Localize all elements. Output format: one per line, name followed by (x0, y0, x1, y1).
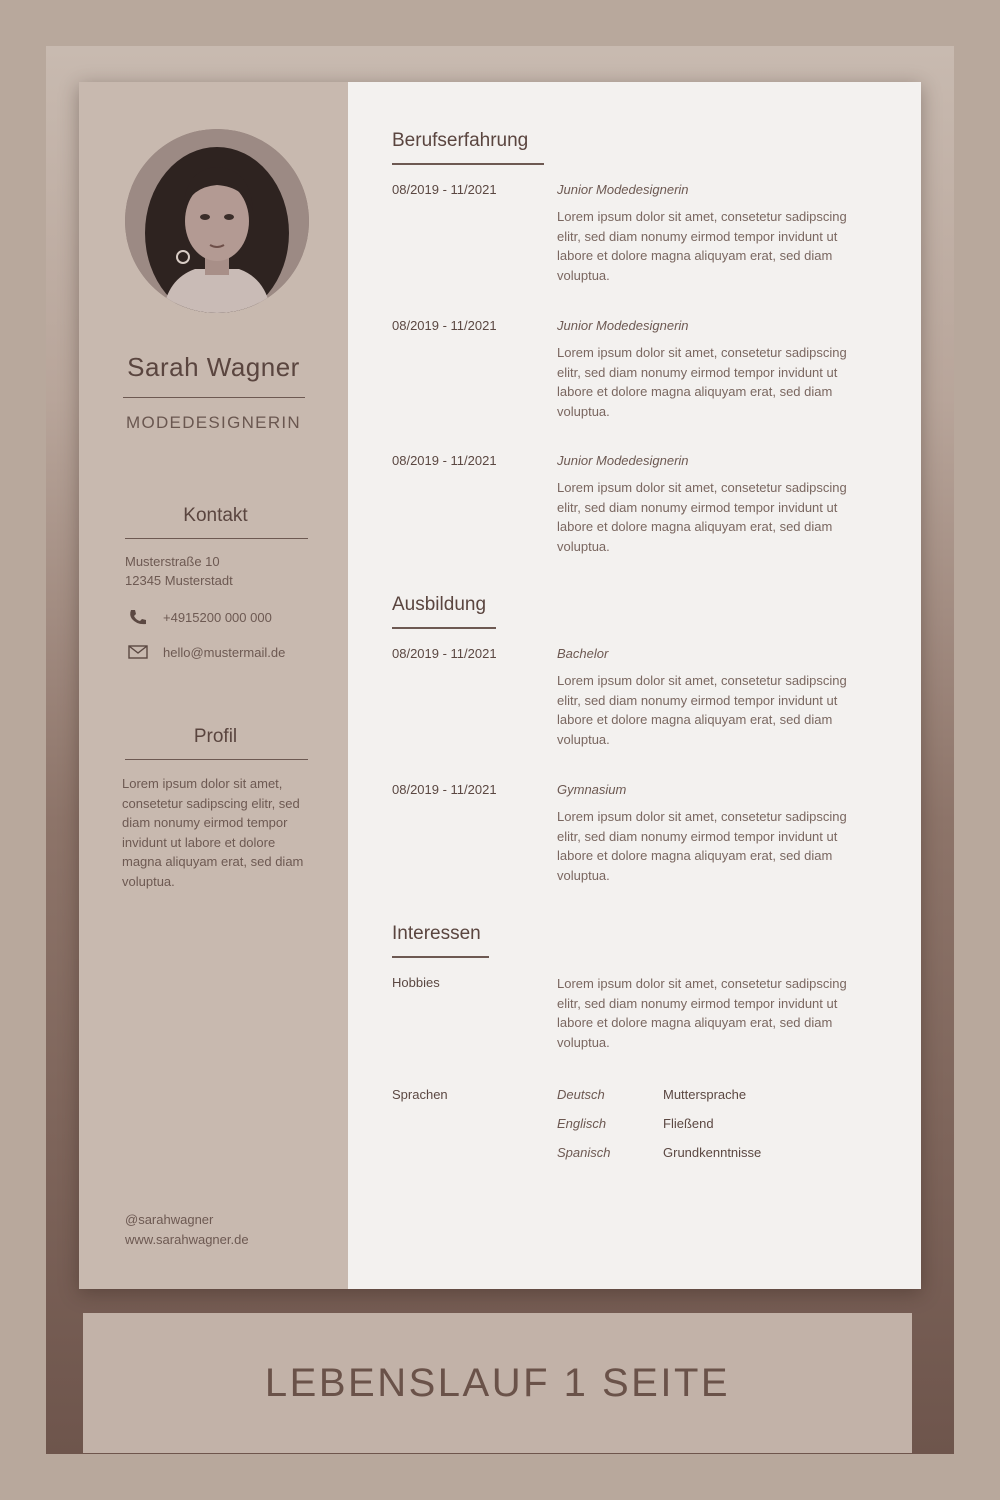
social-handle[interactable]: @sarahwagner (125, 1212, 214, 1227)
education-degree: Bachelor (557, 646, 609, 661)
resume-page (79, 82, 921, 1289)
language-level: Fließend (663, 1116, 714, 1131)
experience-description: Lorem ipsum dolor sit amet, consetetur sadipscing elitr, sed diam nonumy eirmod tempor invidunt ut labore et dolore magna aliquyam erat, sed diam voluptua. (557, 480, 847, 554)
banner (83, 1313, 912, 1453)
experience-role: Junior Modedesignerin (557, 453, 689, 468)
language-name: Englisch (557, 1116, 607, 1131)
contact-phone-row (127, 608, 272, 626)
experience-date: 08/2019 - 11/2021 (392, 182, 497, 197)
hobbies-text: Lorem ipsum dolor sit amet, consetetur sadipscing elitr, sed diam nonumy eirmod tempor invidunt ut labore et dolore magna aliquyam erat, sed diam voluptua. (557, 976, 847, 1050)
language-name: Spanisch (557, 1145, 611, 1160)
profile-divider (125, 759, 308, 760)
education-description: Lorem ipsum dolor sit amet, consetetur sadipscing elitr, sed diam nonumy eirmod tempor invidunt ut labore et dolore magna aliquyam erat, sed diam voluptua. (557, 809, 847, 883)
education-date: 08/2019 - 11/2021 (392, 646, 497, 661)
education-divider (392, 627, 496, 629)
experience-divider (392, 163, 544, 165)
education-description: Lorem ipsum dolor sit amet, consetetur sadipscing elitr, sed diam nonumy eirmod tempor invidunt ut labore et dolore magna aliquyam erat, sed diam voluptua. (557, 673, 847, 747)
contact-divider (125, 538, 308, 539)
experience-description: Lorem ipsum dolor sit amet, consetetur sadipscing elitr, sed diam nonumy eirmod tempor invidunt ut labore et dolore magna aliquyam erat, sed diam voluptua. (557, 345, 847, 419)
languages-label: Sprachen (392, 1087, 448, 1102)
social-block (125, 1210, 249, 1249)
hobbies-label: Hobbies (392, 975, 440, 990)
contact-email[interactable]: hello@mustermail.de (163, 644, 286, 660)
main-column (348, 82, 921, 1289)
profile-text: Lorem ipsum dolor sit amet, consetetur sadipscing elitr, sed diam nonumy eirmod tempor invidunt ut labore et dolore magna aliquyam erat, sed diam voluptua. (122, 776, 304, 889)
experience-date: 08/2019 - 11/2021 (392, 318, 497, 333)
social-website[interactable]: www.sarahwagner.de (125, 1231, 249, 1247)
banner-title: LEBENSLAUF 1 SEITE (264, 1360, 731, 1405)
contact-street: Musterstraße 10 (125, 554, 220, 569)
sidebar (79, 82, 348, 1289)
profile-heading: Profil (193, 726, 238, 747)
contact-email-row (127, 643, 285, 661)
language-name: Deutsch (557, 1087, 605, 1102)
interests-heading: Interessen (392, 923, 481, 944)
experience-description: Lorem ipsum dolor sit amet, consetetur sadipscing elitr, sed diam nonumy eirmod tempor invidunt ut labore et dolore magna aliquyam erat, sed diam voluptua. (557, 209, 847, 283)
education-heading: Ausbildung (392, 594, 487, 615)
contact-heading: Kontakt (183, 505, 248, 526)
person-name: Sarah Wagner (127, 352, 300, 382)
portrait-illustration (125, 129, 309, 313)
experience-date: 08/2019 - 11/2021 (392, 453, 497, 468)
experience-heading: Berufserfahrung (392, 130, 529, 151)
language-level: Muttersprache (663, 1087, 747, 1102)
education-date: 08/2019 - 11/2021 (392, 782, 497, 797)
contact-phone[interactable]: +4915200 000 000 (163, 609, 272, 625)
name-divider (123, 397, 305, 398)
interests-divider (392, 956, 489, 958)
phone-icon (127, 608, 149, 626)
experience-role: Junior Modedesignerin (557, 182, 689, 197)
language-level: Grundkenntnisse (663, 1145, 762, 1160)
experience-role: Junior Modedesignerin (557, 318, 689, 333)
education-degree: Gymnasium (557, 782, 627, 797)
contact-city: 12345 Musterstadt (125, 573, 233, 588)
profile-photo (125, 129, 309, 313)
job-title: MODEDESIGNERIN (126, 413, 301, 432)
mail-icon (127, 643, 149, 661)
